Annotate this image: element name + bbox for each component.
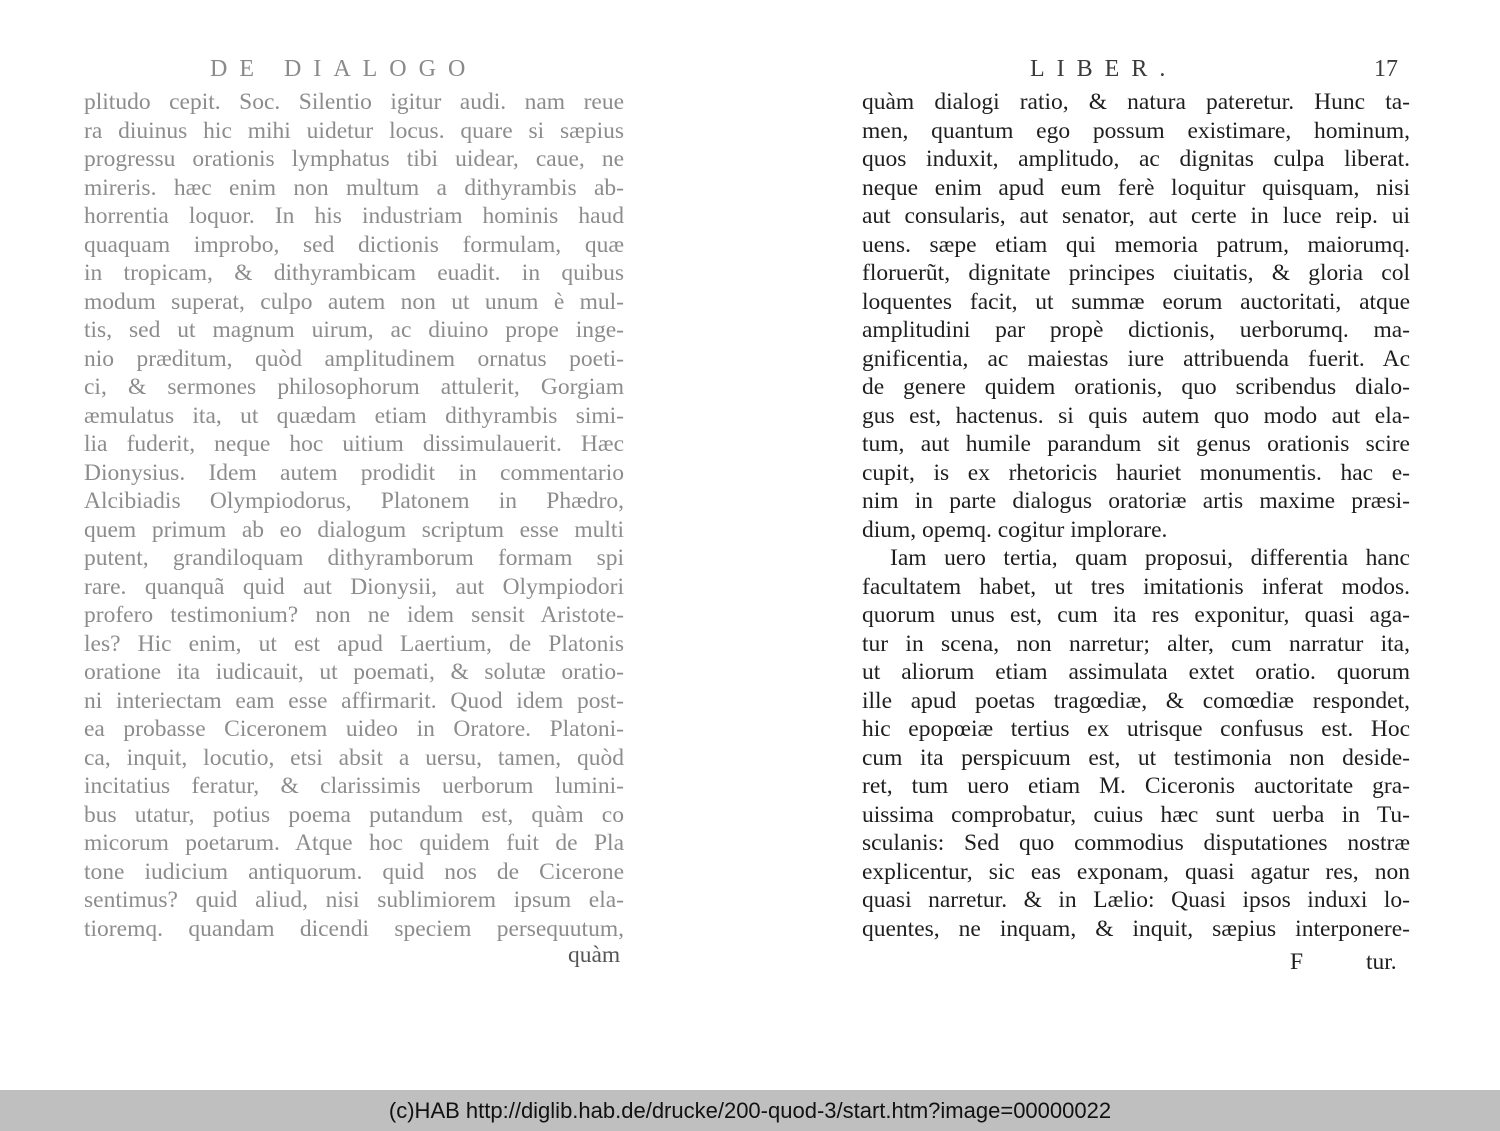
text-line: facultatem habet, ut tres imitationis inferat modos.: [862, 573, 1410, 600]
left-running-head: DE DIALOGO: [210, 56, 478, 82]
text-line: tur in scena, non narretur; alter, cum narratur ita,: [862, 630, 1410, 657]
text-line: ille apud poetas tragœdiæ, & comœdiæ respondet,: [862, 687, 1410, 714]
page-number: 17: [1374, 56, 1398, 82]
text-line: ni interiectam eam esse affirmarit. Quod idem post-: [84, 687, 624, 714]
text-line: hic epopœiæ tertius ex utrisque confusus est. Hoc: [862, 716, 1410, 742]
text-line: ret, tum uero etiam M. Ciceronis auctoritate gra-: [862, 773, 1410, 799]
right-text-block: [862, 88, 1410, 943]
text-line: amplitudini par propè dictionis, uerborumq. ma-: [862, 317, 1410, 343]
text-line: Alcibiadis Olympiodorus, Platonem in Phædro,: [84, 488, 624, 514]
text-line: progressu orationis lymphatus tibi uidear, caue, ne: [84, 146, 624, 172]
text-line: Iam uero tertia, quam proposui, differentia hanc: [890, 545, 1410, 571]
text-line: quaquam improbo, sed dictionis formulam, quæ: [84, 231, 624, 258]
text-line: loquentes facit, ut summæ eorum auctoritati, atque: [862, 288, 1410, 315]
text-line: cupit, is ex rhetoricis hauriet monumentis. hac e-: [862, 459, 1410, 486]
text-line: quorum unus est, cum ita res exponitur, quasi aga-: [862, 602, 1410, 628]
footer-credit-text: (c)HAB http://diglib.hab.de/drucke/200-quod-3/start.htm?image=00000022: [388, 1097, 1112, 1123]
footer-credit-bar: [0, 1090, 1500, 1131]
text-line: tone iudicium antiquorum. quid nos de Cicerone: [84, 858, 624, 885]
text-line: ea probasse Ciceronem uideo in Oratore. Platoni-: [84, 716, 624, 742]
text-line: de genere quidem orationis, quo scribendus dialo-: [862, 374, 1410, 400]
text-line: gnificentia, ac maiestas iure attribuenda fuerit. Ac: [862, 345, 1410, 372]
text-line: nim in parte dialogus oratoriæ artis maxime præsi-: [862, 488, 1410, 514]
text-line: incitatius feratur, & clarissimis uerborum lumini-: [84, 773, 624, 799]
text-line: floruerũt, dignitate principes ciuitatis, & gloria col: [862, 260, 1410, 286]
left-page: [0, 0, 740, 1090]
text-line: oratione ita iudicauit, ut poemati, & solutæ oratio-: [84, 659, 624, 685]
right-running-head: LIBER.: [1030, 56, 1178, 82]
text-line: men, quantum ego possum existimare, hominum,: [862, 117, 1410, 144]
text-line: les? Hic enim, ut est apud Laertium, de Platonis: [84, 630, 624, 657]
text-line: explicentur, sic eas exponam, quasi agatur res, non: [862, 858, 1410, 885]
text-line: quàm dialogi ratio, & natura pateretur. Hunc ta-: [862, 89, 1410, 115]
text-line: putent, grandiloquam dithyramborum formam spi: [84, 545, 624, 571]
text-line: profero testimonium? non ne idem sensit Aristote-: [84, 602, 624, 628]
text-line: aut consularis, aut senator, aut certe in luce reip. ui: [862, 203, 1410, 229]
text-line: tis, sed ut magnum uirum, ac diuino prope inge-: [84, 317, 624, 343]
text-line: in tropicam, & dithyrambicam euadit. in quibus: [84, 260, 624, 286]
text-line: quem primum ab eo dialogum scriptum esse multi: [84, 516, 624, 543]
text-line: Dionysius. Idem autem prodidit in commentario: [84, 459, 624, 486]
text-line: quentes, ne inquam, & inquit, sæpius interponere-: [862, 915, 1410, 942]
text-line: ra diuinus hic mihi uidetur locus. quare si sæpius: [84, 117, 624, 144]
text-line: ci, & sermones philosophorum attulerit, Gorgiam: [84, 374, 624, 400]
text-line: bus utatur, potius poema putandum est, quàm co: [84, 801, 624, 828]
right-page: [760, 0, 1500, 1090]
text-line: rare. quanquã quid aut Dionysii, aut Olympiodori: [84, 573, 624, 600]
text-line: quos induxit, amplitudo, ac dignitas culpa liberat.: [862, 146, 1410, 172]
text-line: horrentia loquor. In his industriam hominis haud: [84, 203, 624, 229]
right-catchword: tur.: [1366, 949, 1397, 975]
signature-mark: F: [1290, 949, 1304, 975]
text-line: neque enim apud eum ferè loquitur quisquam, nisi: [862, 174, 1410, 201]
text-line: ca, inquit, locutio, etsi absit a uersu, tamen, quòd: [84, 744, 624, 771]
text-line: gus est, hactenus. si quis autem quo modo aut ela-: [862, 402, 1410, 429]
text-line: plitudo cepit. Soc. Silentio igitur audi. nam reue: [84, 89, 624, 115]
text-line: nio præditum, quòd amplitudinem ornatus poeti-: [84, 345, 624, 372]
text-line: sentimus? quid aliud, nisi sublimiorem ipsum ela-: [84, 887, 624, 913]
left-catchword: quàm: [568, 942, 621, 968]
text-line: lia fuderit, neque hoc uitium dissimulauerit. Hæc: [84, 431, 624, 457]
left-text-block: [84, 88, 624, 943]
text-line: dium, opemq. cogitur implorare.: [862, 516, 1168, 543]
text-line: æmulatus ita, ut quædam etiam dithyrambis simi-: [84, 402, 624, 429]
text-line: tum, aut humile parandum sit genus orationis scire: [862, 431, 1410, 457]
text-line: ut aliorum etiam assimulata extet oratio. quorum: [862, 659, 1410, 685]
text-line: modum superat, culpo autem non ut unum è mul-: [84, 288, 624, 315]
text-line: uens. sæpe etiam qui memoria patrum, maiorumq.: [862, 231, 1410, 258]
text-line: quasi narretur. & in Lælio: Quasi ipsos induxi lo-: [862, 887, 1410, 913]
text-line: cum ita perspicuum est, ut testimonia non deside-: [862, 744, 1410, 771]
text-line: uissima comprobatur, cuius hæc sunt uerba in Tu-: [862, 801, 1410, 828]
text-line: sculanis: Sed quo commodius disputationes nostræ: [862, 830, 1410, 856]
text-line: micorum poetarum. Atque hoc quidem fuit de Pla: [84, 830, 624, 856]
text-line: tioremq. quandam dicendi speciem persequutum,: [84, 915, 624, 942]
text-line: mireris. hæc enim non multum a dithyrambis ab-: [84, 174, 624, 201]
